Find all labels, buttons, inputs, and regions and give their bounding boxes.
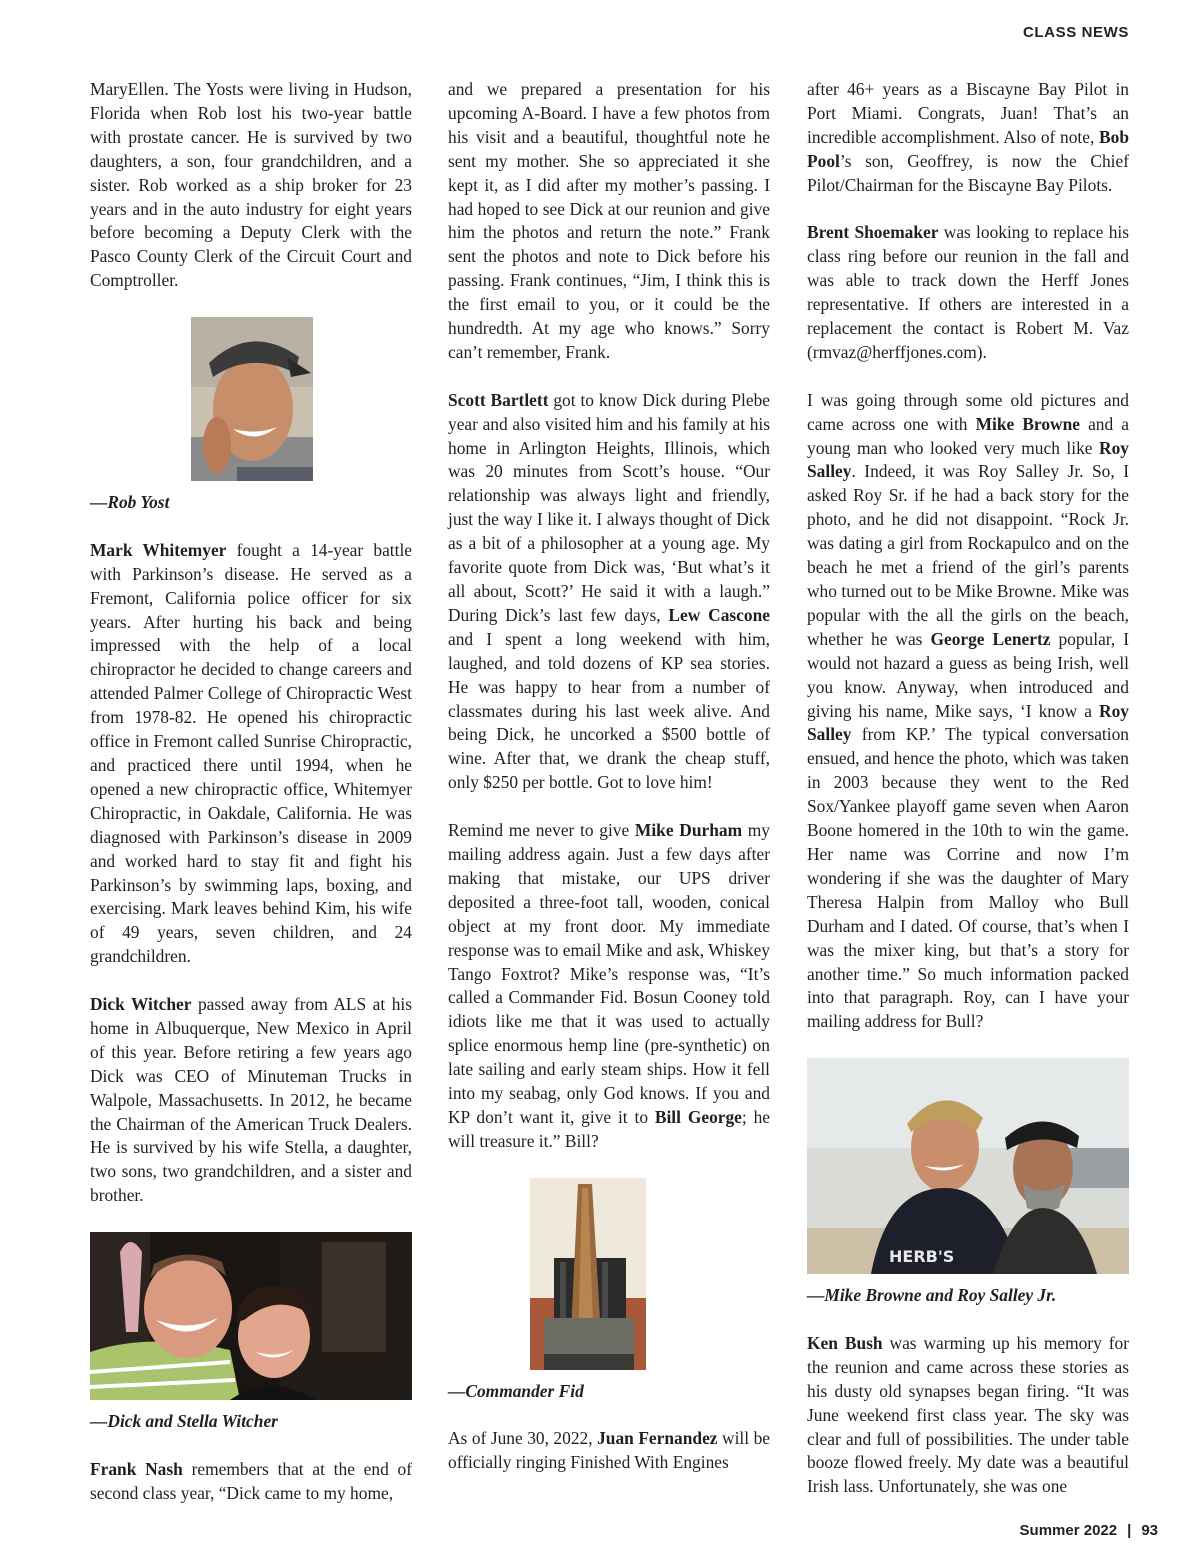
paragraph-fernandez: As of June 30, 2022, Juan Fernandez will be officially ringing Finished With Engines [448, 1428, 771, 1473]
footer-separator: | [1127, 1522, 1132, 1539]
name-scott-bartlett: Scott Bartlett [448, 389, 549, 410]
paragraph-salley: I was going through some old pictures and came across one with Mike Browne and a young man who looked very much like Roy Salley. Indeed, it was Roy Salley Jr. So, I asked Roy Sr. if he had a back story for the photo, and he did not disappoint. “Rock Jr. was dating a girl from Rockapulco and on the beach he met a friend of the girl’s parents who turned out to be Mike Browne. Mike was popular with the all the girls on the beach, whether he was George Lenertz popular, I would not hazard a guess as being Irish, well you know. Anyway, when introduced and giving his name, Mike says, ‘I know a Roy Salley from KP.’ The typical conversation ensued, and hence the photo, which was taken in 2003 because they went to the Red Sox/Yankee playoff game seven when Aaron Boone homered in the 10th to win the game. Her name was Corrine and now I’m wondering if she was the daughter of Mary Theresa Halpin from Malloy who Bull Durham and I dated. Of course, that’s when I was the mixer king, but that’s a story for another time.” So much information packed into that paragraph. Roy, can I have your mailing address for Bull? [807, 389, 1130, 1032]
name-frank-nash: Frank Nash [90, 1458, 183, 1479]
paragraph-yost: MaryEllen. The Yosts were living in Hudson, Florida when Rob lost his two-year battle with prostate cancer. He is survived by two daughters, a son, four grandchildren, and a sister. Rob worked as a ship broker for 23 years and in the auto industry for eight years before becoming a Deputy Clerk with the Pasco County Clerk of the Circuit Court and Comptroller. [90, 79, 412, 291]
name-roy-salley: Roy Salley [807, 437, 1129, 482]
paragraph-shoemaker: Brent Shoemaker was looking to replace his class ring before our reunion in the fall and was able to track down the Herff Jones representative. If others are interested in a replacement the contact is Robert M. Vaz (rmvaz@herffjones.com). [807, 222, 1129, 362]
paragraph-whitemyer: Mark Whitemyer fought a 14-year battle with Parkinson’s disease. He served as a Fremont, California police officer for six years. After hurting his back and being impressed with the help of a local chiropractor he decided to change careers and attended Palmer College of Chiropractic West from 1978-82. He opened his chiropractic office in Fremont called Sunrise Chiropractic, and practiced there until 1994, when he opened a new chiropractic office, Whitemyer Chiropractic, in Oakdale, California. He was diagnosed with Parkinson’s disease in 2009 and worked hard to stay fit and fight his Parkinson’s by swimming laps, boxing, and exercising. Mark leaves behind Kim, his wife of 49 years, seven children, and 24 grandchildren. [90, 539, 413, 967]
column-2 [448, 78, 770, 1499]
paragraph-bartlett: Scott Bartlett got to know Dick during Plebe year and also visited him and his family at his home in Arlington Heights, Illinois, which was 20 minutes from Scott’s house. “Our relationship was always light and friendly, just the way I like it. I always thought of Dick as a bit of a philosopher at a young age. My favorite quote from Dick was, ‘But what’s it all about, Scott?’ He said it with a laugh.” During Dick’s last few days, Lew Cascone and I spent a long weekend with him, laughed, and told dozens of KP sea stories. He was happy to hear from a number of classmates during his last week alive. And being Dick, he uncorked a $500 bottle of wine. After that, we drank the cheap stuff, only $250 per bottle. Got to love him! [448, 389, 770, 793]
page-footer [1020, 1522, 1158, 1539]
name-juan-fernandez: Juan Fernandez [597, 1428, 718, 1449]
paragraph-durham: Remind me never to give Mike Durham my mailing address again. Just a few days after making that mistake, our UPS driver deposited a three-foot tall, wooden, conical object at my front door. My immediate response was to email Mike and ask, Whiskey Tango Foxtrot? Mike’s response was, “It’s called a Commander Fid. Bosun Cooney told idiots like me that it was used to actually splice enormous hemp line (pre-synthetic) on late sailing and early steam ships. How it fell into my seabag, only God knows. If you and KP don’t want it, give it to Bill George; he will treasure it.” Bill? [448, 820, 771, 1151]
section-header: CLASS NEWS [1022, 24, 1129, 41]
name-lew-cascone: Lew Cascone [668, 604, 770, 625]
page-number: 93 [1141, 1522, 1158, 1539]
name-roy-salley-2: Roy Salley [807, 700, 1129, 745]
name-mike-browne: Mike Browne [975, 413, 1080, 434]
photo-dick-stella-witcher [90, 1232, 412, 1400]
caption-commander-fid: —Commander Fid [448, 1380, 584, 1401]
name-brent-shoemaker: Brent Shoemaker [807, 222, 939, 243]
name-bob-pool: Bob Pool [807, 126, 1129, 171]
caption-browne-salley: —Mike Browne and Roy Salley Jr. [807, 1285, 1057, 1306]
photo-rob-yost [191, 317, 313, 481]
name-ken-bush: Ken Bush [807, 1332, 883, 1353]
paragraph-witcher: Dick Witcher passed away from ALS at his home in Albuquerque, New Mexico in April of this year. Before retiring a few years ago Dick was CEO of Minuteman Trucks in Walpole, Massachusetts. In 2012, he became the Chairman of the American Truck Dealers. He is survived by his wife Stella, a daughter, two sons, two grandchildren, and a sister and brother. [90, 994, 412, 1206]
name-mark-whitemyer: Mark Whitemyer [90, 539, 227, 560]
paragraph-fernandez-cont: after 46+ years as a Biscayne Bay Pilot in Port Miami. Congrats, Juan! That’s an incredible accomplishment. Also of note, Bob Pool’s son, Geoffrey, is now the Chief Pilot/Chairman for the Biscayne Bay Pilots. [807, 79, 1129, 195]
name-george-lenertz: George Lenertz [930, 628, 1051, 649]
paragraph-nash-cont: and we prepared a presentation for his upcoming A-Board. I have a few photos from his visit and a beautiful, thoughtful note he sent my mother. She so appreciated it she kept it, as I did after my mother’s passing. I had hoped to see Dick at our reunion and give him the photos and return the note.” Frank sent the photos and note to Dick before his passing. Frank continues, “Jim, I think this is the first email to you, or it could be the hundredth. At my age who knows.” Sorry can’t remember, Frank. [448, 79, 770, 362]
shirt-text: HERB'S [889, 1247, 955, 1267]
column-1 [90, 78, 412, 1530]
photo-browne-salley [807, 1058, 1129, 1274]
column-3 [807, 78, 1129, 1523]
paragraph-bush: Ken Bush was warming up his memory for the reunion and came across these stories as his dusty old synapses began firing. “It was June weekend first class year. The sky was clear and full of possibilities. The under table booze flowed freely. My date was a beautiful Irish lass. Unfortunately, she was one [807, 1332, 1129, 1497]
caption-witcher: —Dick and Stella Witcher [90, 1411, 278, 1432]
caption-rob-yost: —Rob Yost [90, 492, 170, 513]
photo-commander-fid [530, 1178, 646, 1370]
paragraph-nash: Frank Nash remembers that at the end of second class year, “Dick came to my home, [90, 1458, 412, 1503]
issue-label: Summer 2022 [1019, 1522, 1118, 1539]
name-mike-durham: Mike Durham [634, 820, 743, 841]
name-dick-witcher: Dick Witcher [90, 994, 192, 1015]
name-bill-george: Bill George [654, 1106, 742, 1127]
